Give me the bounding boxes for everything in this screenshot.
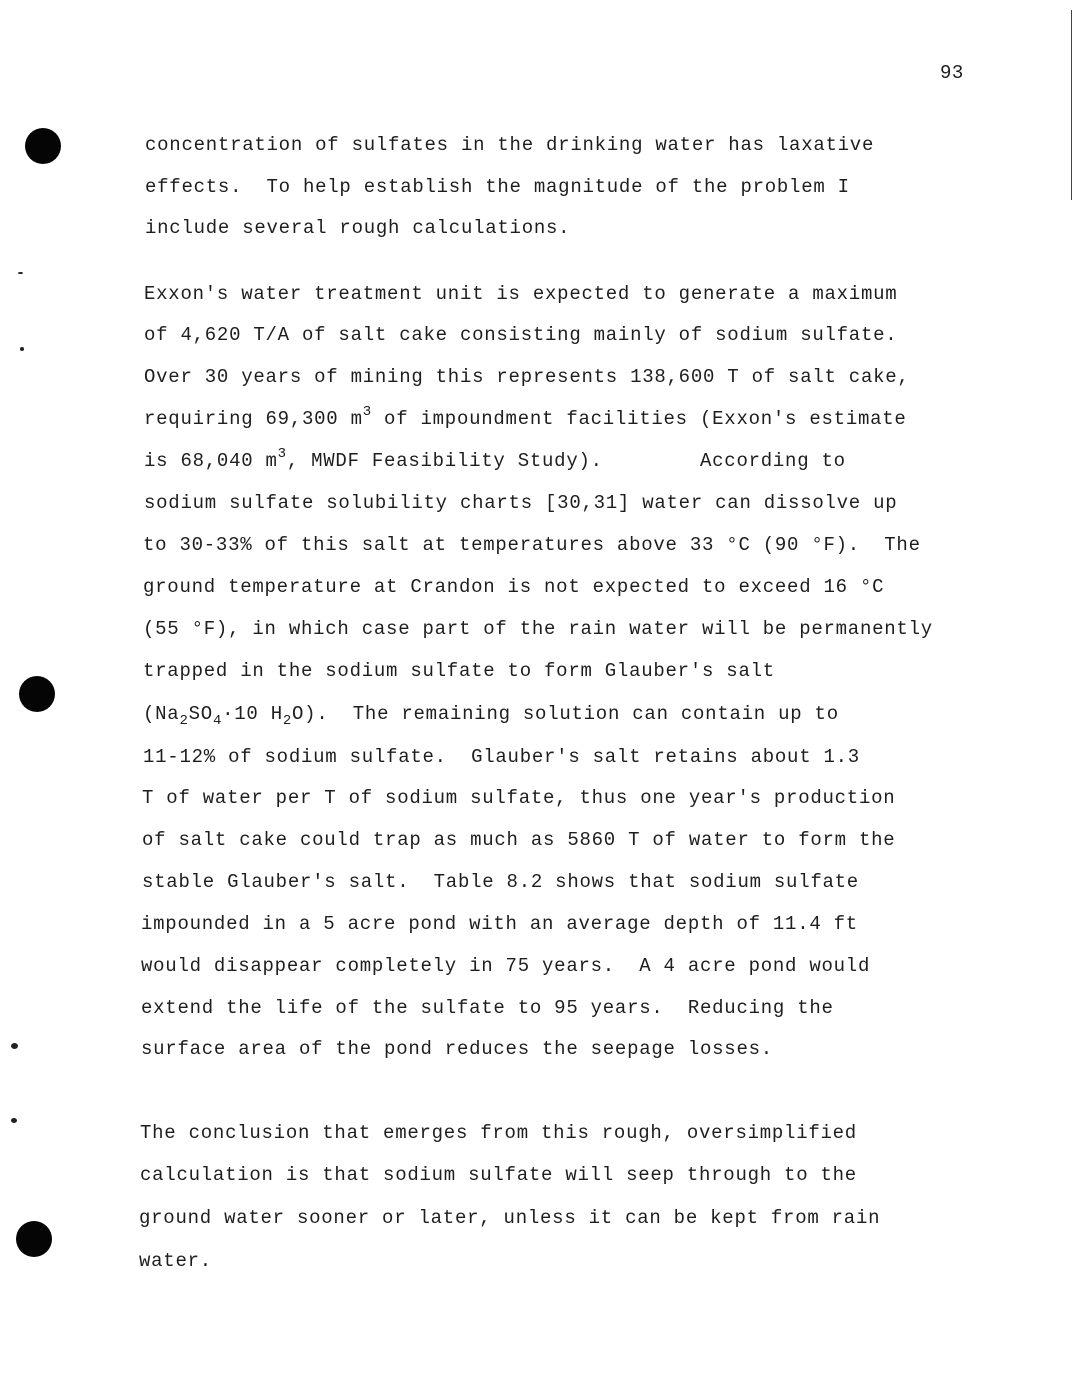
text-line: stable Glauber's salt. Table 8.2 shows that sodium sulfate [142, 871, 859, 893]
text-line: include several rough calculations. [145, 217, 571, 239]
text-line [144, 446, 846, 473]
text-run: O). The remaining solution can contain up to [292, 703, 839, 725]
text-run: requiring 69,300 m [144, 408, 363, 430]
punch-hole-middle [19, 676, 55, 712]
text-line: surface area of the pond reduces the seepage losses. [141, 1038, 773, 1060]
text-line: of salt cake could trap as much as 5860 T of water to form the [142, 829, 896, 851]
text-line: 11-12% of sodium sulfate. Glauber's salt retains about 1.3 [143, 746, 860, 768]
text-line: Exxon's water treatment unit is expected to generate a maximum [144, 283, 898, 305]
text-run: is 68,040 m [144, 450, 278, 472]
scan-speck [11, 1118, 17, 1123]
text-line: The conclusion that emerges from this rough, oversimplified [140, 1122, 857, 1144]
text-line: calculation is that sodium sulfate will seep through to the [140, 1164, 857, 1186]
text-run: , MWDF Feasibility Study). According to [286, 450, 846, 472]
text-line: impounded in a 5 acre pond with an average depth of 11.4 ft [141, 913, 858, 935]
scan-speck [11, 1043, 18, 1049]
superscript-exponent: 3 [277, 446, 287, 462]
subscript: 2 [179, 713, 189, 729]
text-line: would disappear completely in 75 years. A 4 acre pond would [141, 955, 871, 977]
text-line: effects. To help establish the magnitude of the problem I [145, 176, 850, 198]
text-line [144, 404, 907, 431]
text-line: ground temperature at Crandon is not expected to exceed 16 °C [143, 576, 885, 598]
subscript: 2 [282, 713, 293, 729]
text-line: extend the life of the sulfate to 95 years. Reducing the [141, 997, 834, 1019]
text-run: of impoundment facilities (Exxon's estimate [371, 408, 907, 430]
scan-speck [20, 347, 24, 351]
scan-edge-line [1071, 10, 1072, 200]
text-line: (55 °F), in which case part of the rain water will be permanently [143, 618, 933, 640]
formula-run: SO [188, 703, 213, 725]
scan-speck [18, 272, 23, 274]
text-line: of 4,620 T/A of salt cake consisting mainly of sodium sulfate. [144, 324, 898, 346]
text-line: T of water per T of sodium sulfate, thus one year's production [142, 787, 896, 809]
text-line: Over 30 years of mining this represents 138,600 T of salt cake, [144, 366, 910, 388]
text-line: trapped in the sodium sulfate to form Glauber's salt [143, 660, 775, 682]
page-number: 93 [940, 62, 964, 84]
text-line: to 30-33% of this salt at temperatures above 33 °C (90 °F). The [143, 534, 921, 556]
text-line: ground water sooner or later, unless it can be kept from rain [139, 1207, 881, 1229]
text-line: concentration of sulfates in the drinking water has laxative [145, 134, 875, 156]
formula-run: (Na [143, 703, 180, 725]
formula-run: ·10 H [222, 703, 283, 725]
text-line: water. [139, 1250, 212, 1272]
superscript-exponent: 3 [362, 404, 372, 420]
text-line: sodium sulfate solubility charts [30,31] water can dissolve up [144, 492, 898, 514]
punch-hole-bottom [16, 1221, 52, 1257]
subscript: 4 [212, 713, 223, 729]
punch-hole-top [25, 128, 61, 164]
text-line [143, 702, 839, 729]
